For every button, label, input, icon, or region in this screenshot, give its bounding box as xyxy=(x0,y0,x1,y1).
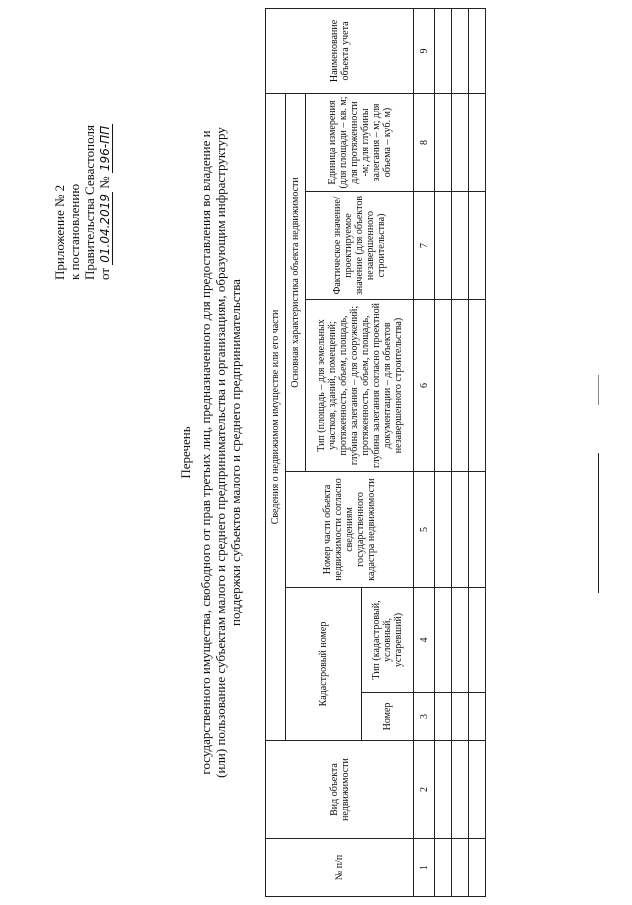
empty-cell xyxy=(452,93,469,191)
header-account-name: Наименование объекта учета xyxy=(266,8,414,93)
handwritten-number: 196-ПП xyxy=(98,125,112,172)
header-cadastral-num: Номер xyxy=(362,693,414,741)
property-register-table xyxy=(265,8,486,897)
appendix-line-3: Правительства Севастополя xyxy=(82,125,97,280)
document-title xyxy=(178,10,243,895)
empty-cell xyxy=(469,839,486,897)
empty-cell xyxy=(435,472,452,588)
header-cadastral-number: Кадастровый номер xyxy=(286,588,362,741)
date-prefix: от xyxy=(97,267,112,280)
title-line-1: государственного имущества, свободного от прав третьих лиц, предназначенного для предоставления во владение и xyxy=(198,130,213,775)
header-cadastral-type: Тип (кадастровый, условный, устаревший) xyxy=(362,588,414,693)
handwritten-date: 01.04.2019 xyxy=(98,194,112,263)
appendix-date-line xyxy=(97,124,113,280)
column-number: 1 xyxy=(414,839,435,897)
column-number: 3 xyxy=(414,693,435,741)
empty-cell xyxy=(469,693,486,741)
empty-cell xyxy=(452,741,469,839)
empty-cell xyxy=(435,588,452,693)
title-line-2: (или) пользование субъектам малого и среднего предпринимательства и организациям, образующим инфраструктуру xyxy=(213,127,228,778)
header-actual-value: Фактическое значение/ проектируемое значение (для объектов незавершенного строительства) xyxy=(306,192,414,300)
appendix-line-2: к постановлению xyxy=(67,183,82,280)
empty-cell xyxy=(435,839,452,897)
empty-cell xyxy=(435,300,452,472)
header-unit: Единица измерения (для площади – кв. м; для протяженности -м; для глубины залегания – м; для объема – куб. м) xyxy=(306,93,414,191)
empty-cell xyxy=(469,472,486,588)
column-number: 4 xyxy=(414,588,435,693)
empty-cell xyxy=(452,192,469,300)
header-part-number: Номер части объекта недвижимости согласно сведениям государственного кадастра недвижимости xyxy=(286,472,414,588)
header-main-characteristics: Основная характеристика объекта недвижимости xyxy=(286,93,306,471)
empty-cell xyxy=(452,8,469,93)
number-prefix: № xyxy=(97,176,112,189)
empty-row xyxy=(435,8,452,896)
empty-cell xyxy=(452,300,469,472)
empty-cell xyxy=(435,693,452,741)
empty-cell xyxy=(435,192,452,300)
header-property-info: Сведения о недвижимом имуществе или его части xyxy=(266,93,286,740)
empty-cell xyxy=(435,8,452,93)
bottom-separator-line xyxy=(598,453,599,593)
empty-cell xyxy=(469,93,486,191)
title-heading: Перечень xyxy=(178,426,193,479)
column-number: 6 xyxy=(414,300,435,472)
empty-cell xyxy=(452,588,469,693)
column-number: 5 xyxy=(414,472,435,588)
empty-cell xyxy=(469,588,486,693)
title-line-3: поддержки субъектов малого и среднего предпринимательства xyxy=(228,279,243,626)
column-number: 8 xyxy=(414,93,435,191)
empty-cell xyxy=(469,8,486,93)
empty-cell xyxy=(435,93,452,191)
empty-row xyxy=(452,8,469,896)
header-characteristic-type: Тип (площадь – для земельных участков, зданий, помещений; протяженность, объем, площадь, глубина залегания – для сооружений; протяженность, объем, площадь, глубина залегания согласно проектной документации – для объектов незавершенного строительства) xyxy=(306,300,414,472)
empty-cell xyxy=(435,741,452,839)
empty-row xyxy=(469,8,486,896)
header-number-pp: № п/п xyxy=(266,839,414,897)
column-number: 9 xyxy=(414,8,435,93)
empty-cell xyxy=(452,472,469,588)
column-number: 7 xyxy=(414,192,435,300)
bottom-separator-line-short xyxy=(598,375,599,405)
column-numbers-row xyxy=(414,8,435,896)
empty-cell xyxy=(452,693,469,741)
appendix-block xyxy=(52,124,113,280)
empty-cell xyxy=(469,300,486,472)
appendix-line-1: Приложение № 2 xyxy=(52,184,67,280)
header-object-kind: Вид объекта недвижимости xyxy=(266,741,414,839)
empty-cell xyxy=(469,192,486,300)
empty-cell xyxy=(469,741,486,839)
column-number: 2 xyxy=(414,741,435,839)
empty-cell xyxy=(452,839,469,897)
